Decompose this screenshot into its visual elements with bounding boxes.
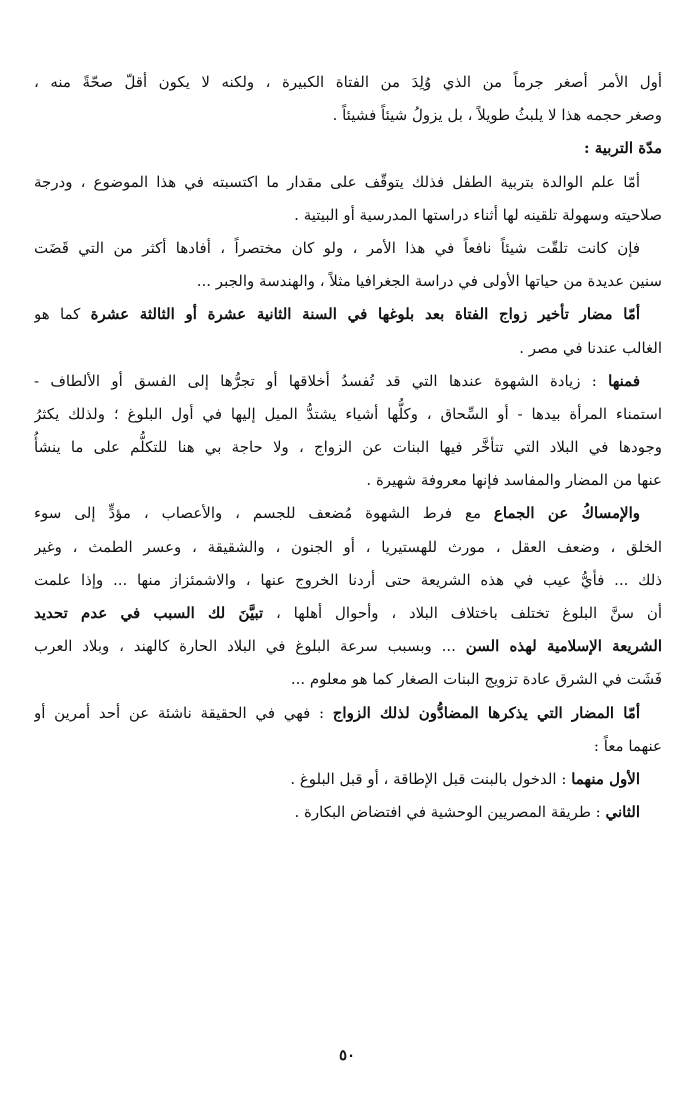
bold-lead: والإمساكُ عن الجماع [493,504,640,523]
text-line [34,697,662,730]
text-line [34,199,662,232]
bold-lead: الأول منهما [571,769,640,788]
line-text: صلاحيته وسهولة تلقينه لها أثناء دراستها المدرسية أو البيتية . [294,205,662,224]
page-number: ٥٠ [338,1046,356,1064]
line-text: الخلق ، وضعف العقل ، مورث للهستيريا ، أو الجنون ، والشقيقة ، وعسر الطمث ، وغير [34,537,662,556]
line-text: : طريقة المصريين الوحشية في افتضاض البكارة . [294,803,606,822]
line-text: أول الأمر أصغر جرماً من الذي وُلِدَ من الفتاة الكبيرة ، ولكنه لا يكون أقلّ صحّةً منه ، [34,73,662,91]
line-text: كما هو [34,305,91,324]
heading-text: مدّة التربية : [583,139,662,158]
text-line [34,597,662,630]
text-line [34,66,662,99]
text-line [34,232,662,265]
text-line [34,298,662,331]
text-line [34,166,662,199]
line-text: وجودها في البلاد التي تتأخَّر فيها البنات عن الزواج ، ولا حاجة بي هنا للتكلُّم على ما ينشأُ [34,438,662,457]
line-text: مع فرط الشهوة مُضعف للجسم ، والأعصاب ، مؤدٍّ إلى سوء [34,504,494,523]
text-line [34,630,662,663]
text-line [34,796,662,829]
text-line [34,365,662,398]
line-text: ... وبسبب سرعة البلوغ في البلاد الحارة كالهند ، وبلاد العرب [34,637,466,656]
document-page [34,66,662,829]
text-line [34,564,662,597]
line-text: عنهما معاً : [593,736,662,755]
line-text: عنها من المضار والمفاسد فإنها معروفة شهيرة . [366,471,662,490]
text-line [34,730,662,763]
bold-lead: الثاني [605,803,640,822]
bold-tail: تبيَّنَ لك السبب في عدم تحديد [34,604,264,622]
bold-lead: أمّا المضار التي يذكرها المضادُّون لذلك الزواج [332,703,640,722]
bold-lead: الشريعة الإسلامية لهذه السن [465,637,662,656]
text-line [34,398,662,431]
line-text: : زيادة الشهوة عندها التي قد تُفسدُ أخلاقها أو تجرُّها إلى الفسق أو الألطاف - [34,371,609,390]
line-text: وصغر حجمه هذا لا يلبثُ طويلاً ، بل يزولُ شيئاً فشيئاً . [332,106,662,125]
text-line [34,497,662,530]
line-text: : فهي في الحقيقة ناشئة عن أحد أمرين أو [34,703,333,722]
bold-lead: فمنها [608,371,640,390]
text-line [34,763,662,796]
text-line [34,265,662,298]
line-text: الغالب عندنا في مصر . [519,338,662,357]
text-line [34,464,662,497]
bold-lead: أمّا مضار تأخير زواج الفتاة بعد بلوغها في السنة الثانية عشرة أو الثالثة عشرة [90,305,640,324]
line-text: استمناء المرأة بيدها - أو السِّحاق ، وكلُّها أشياء يشتدُّ الميل إليها في أول البلوغ ؛ ولذلك يكثرُ [34,404,662,423]
text-line [34,332,662,365]
line-text: سنين عديدة من حياتها الأولى في دراسة الجغرافيا مثلاً ، والهندسة والجبر ... [196,272,662,291]
line-text: : الدخول بالبنت قبل الإطاقة ، أو قبل البلوغ . [290,769,572,788]
line-text: أن سنَّ البلوغ تختلف باختلاف البلاد ، وأحوال أهلها ، [263,604,662,622]
line-text: فَشَت في الشرق عادة تزويج البنات الصغار كما هو معلوم ... [290,670,662,689]
line-text: ذلك ... فأيُّ عيب في هذه الشريعة حتى أردنا الخروج عنها ، والاشمئزاز منها ... وإذا علمت [34,570,662,589]
text-line [34,431,662,464]
text-line [34,99,662,132]
line-text: أمّا علم الوالدة بتربية الطفل فذلك يتوقّف على مقدار ما اكتسبته في هذا الموضوع ، ودرجة [34,172,640,191]
line-text: فإن كانت تلقّت شيئاً نافعاً في هذا الأمر ، ولو كان مختصراً ، أفادها أكثر من التي قَضَت [34,238,640,257]
text-line [34,531,662,564]
text-line [34,663,662,696]
section-heading [34,132,662,165]
